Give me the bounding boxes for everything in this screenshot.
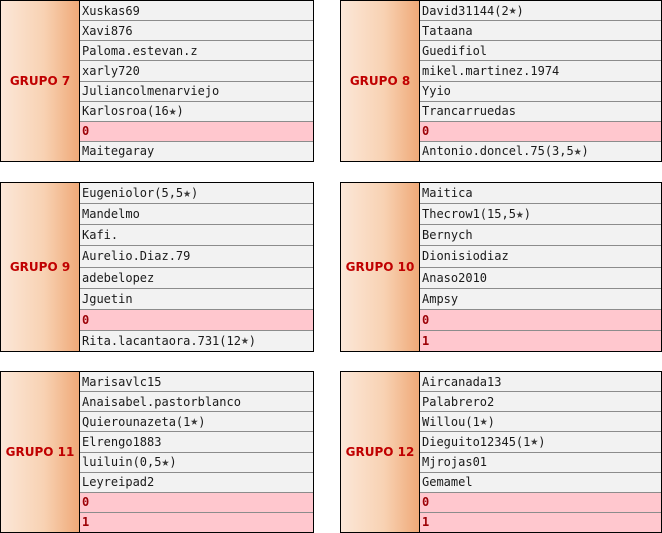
row-text: Bernych: [422, 228, 473, 243]
group-label: GRUPO 8: [349, 74, 411, 88]
table-row: [80, 493, 313, 513]
row-suffix: ): [538, 434, 546, 449]
group-label: GRUPO 9: [9, 260, 71, 274]
star-icon: ★: [508, 3, 517, 19]
row-text: David31144(2: [422, 3, 509, 18]
row-text: Palabrero2: [422, 394, 495, 409]
group-box: [340, 182, 662, 352]
row-text: 1: [82, 515, 90, 530]
row-suffix: ): [198, 414, 206, 429]
table-row: [80, 82, 313, 102]
star-icon: ★: [530, 434, 539, 450]
table-row: [80, 204, 313, 225]
row-text: Quierounazeta(1: [82, 414, 191, 429]
row-text: 0: [82, 124, 90, 139]
row-text: mikel.martinez.1974: [422, 63, 560, 78]
row-suffix: ): [169, 455, 177, 470]
star-icon: ★: [190, 414, 199, 430]
star-icon: ★: [573, 143, 582, 159]
table-row: [420, 412, 661, 432]
row-suffix: ): [487, 414, 495, 429]
row-text: Paloma.estevan.z: [82, 43, 198, 58]
group-label-cell: [1, 1, 80, 161]
table-row: [80, 142, 313, 161]
row-text: Dionisiodiaz: [422, 249, 509, 264]
row-text: Trancarruedas: [422, 104, 516, 119]
row-text: adebelopez: [82, 270, 155, 285]
table-row: [420, 453, 661, 473]
group-box: [0, 0, 314, 162]
table-row: [80, 268, 313, 289]
row-text: Xuskas69: [82, 3, 140, 18]
row-text: Aircanada13: [422, 374, 502, 389]
row-text: Rita.lacantaora.731(12: [82, 333, 241, 348]
group-box: [0, 371, 314, 533]
row-text: Antonio.doncel.75(3,5: [422, 144, 574, 159]
group-label-cell: [341, 372, 420, 532]
table-row: [80, 225, 313, 246]
table-row: [420, 41, 661, 61]
row-text: Willou(1: [422, 414, 480, 429]
row-text: luiluin(0,5: [82, 455, 162, 470]
table-row: [80, 102, 313, 122]
row-text: xarly720: [82, 63, 140, 78]
table-row: [80, 61, 313, 81]
table-row: [420, 246, 661, 267]
star-icon: ★: [240, 333, 249, 349]
row-suffix: ): [516, 3, 524, 18]
group-label-cell: [341, 183, 420, 351]
row-text: Guedifiol: [422, 43, 488, 58]
group-rows: [420, 372, 661, 532]
row-text: Kafi.: [82, 228, 119, 243]
row-suffix: ): [190, 186, 199, 201]
row-text: Thecrow1(15,5: [422, 207, 516, 222]
row-text: 0: [422, 495, 430, 510]
group-label-cell: [1, 372, 80, 532]
table-row: [80, 246, 313, 267]
group-label-cell: [1, 183, 80, 351]
group-label: GRUPO 7: [9, 74, 71, 88]
table-row: [420, 142, 661, 161]
table-row: [420, 82, 661, 102]
row-text: Yyio: [422, 84, 451, 99]
table-row: [80, 392, 313, 412]
star-icon: ★: [515, 206, 524, 222]
table-row: [80, 331, 313, 351]
table-row: [420, 432, 661, 452]
group-label: GRUPO 12: [345, 445, 415, 459]
group-rows: [80, 372, 313, 532]
table-row: [420, 122, 661, 142]
row-text: Karlosroa(16: [82, 104, 169, 119]
row-text: Maitegaray: [82, 144, 155, 159]
row-text: Jguetin: [82, 291, 133, 306]
table-row: [80, 372, 313, 392]
table-row: [420, 392, 661, 412]
table-row: [420, 331, 661, 351]
row-text: 0: [422, 312, 430, 327]
row-text: Xavi876: [82, 23, 133, 38]
table-row: [80, 432, 313, 452]
table-row: [420, 289, 661, 310]
table-row: [80, 310, 313, 331]
table-row: [80, 412, 313, 432]
group-box: [340, 371, 662, 533]
group-box: [340, 0, 662, 162]
group-label-cell: [341, 1, 420, 161]
table-row: [80, 513, 313, 532]
table-row: [80, 473, 313, 493]
table-row: [80, 41, 313, 61]
table-row: [420, 473, 661, 493]
star-icon: ★: [183, 185, 191, 201]
group-label: GRUPO 10: [345, 260, 415, 274]
row-text: Maitica: [422, 186, 473, 201]
table-row: [80, 289, 313, 310]
row-suffix: ): [248, 333, 257, 348]
group-rows: [420, 1, 661, 161]
row-text: Anaso2010: [422, 270, 488, 285]
row-text: Marisavlc15: [82, 374, 162, 389]
table-row: [80, 21, 313, 41]
row-text: Elrengo1883: [82, 434, 162, 449]
row-text: 0: [422, 124, 430, 139]
table-row: [80, 1, 313, 21]
row-text: Mjrojas01: [422, 455, 488, 470]
row-suffix: ): [176, 104, 184, 119]
table-row: [420, 225, 661, 246]
row-text: Tataana: [422, 23, 473, 38]
row-text: Gemamel: [422, 475, 473, 490]
table-row: [420, 21, 661, 41]
row-text: Dieguito12345(1: [422, 434, 531, 449]
row-text: Juliancolmenarviejo: [82, 84, 220, 99]
table-row: [420, 1, 661, 21]
table-row: [80, 453, 313, 473]
star-icon: ★: [161, 454, 170, 470]
table-row: [420, 204, 661, 225]
table-row: [420, 513, 661, 532]
row-text: Aurelio.Diaz.79: [82, 249, 191, 264]
table-row: [420, 183, 661, 204]
group-rows: [420, 183, 661, 351]
group-label: GRUPO 11: [5, 445, 75, 459]
star-icon: ★: [479, 414, 488, 430]
row-text: 0: [82, 312, 90, 327]
table-row: [420, 102, 661, 122]
row-text: 0: [82, 495, 90, 510]
table-row: [80, 183, 313, 204]
table-row: [420, 61, 661, 81]
row-text: Anaisabel.pastorblanco: [82, 394, 241, 409]
row-text: Leyreipad2: [82, 475, 155, 490]
table-row: [420, 268, 661, 289]
row-text: 1: [422, 515, 430, 530]
group-box: [0, 182, 314, 352]
row-text: Mandelmo: [82, 207, 140, 222]
row-suffix: ): [523, 207, 531, 222]
row-suffix: ): [581, 144, 589, 159]
group-rows: [80, 1, 313, 161]
table-row: [80, 122, 313, 142]
star-icon: ★: [168, 103, 177, 119]
table-row: [420, 310, 661, 331]
row-text: Ampsy: [422, 291, 459, 306]
table-row: [420, 372, 661, 392]
row-text: 1: [422, 333, 430, 348]
row-text: Eugeniolor(5,5: [82, 186, 184, 201]
table-row: [420, 493, 661, 513]
group-rows: [80, 183, 313, 351]
